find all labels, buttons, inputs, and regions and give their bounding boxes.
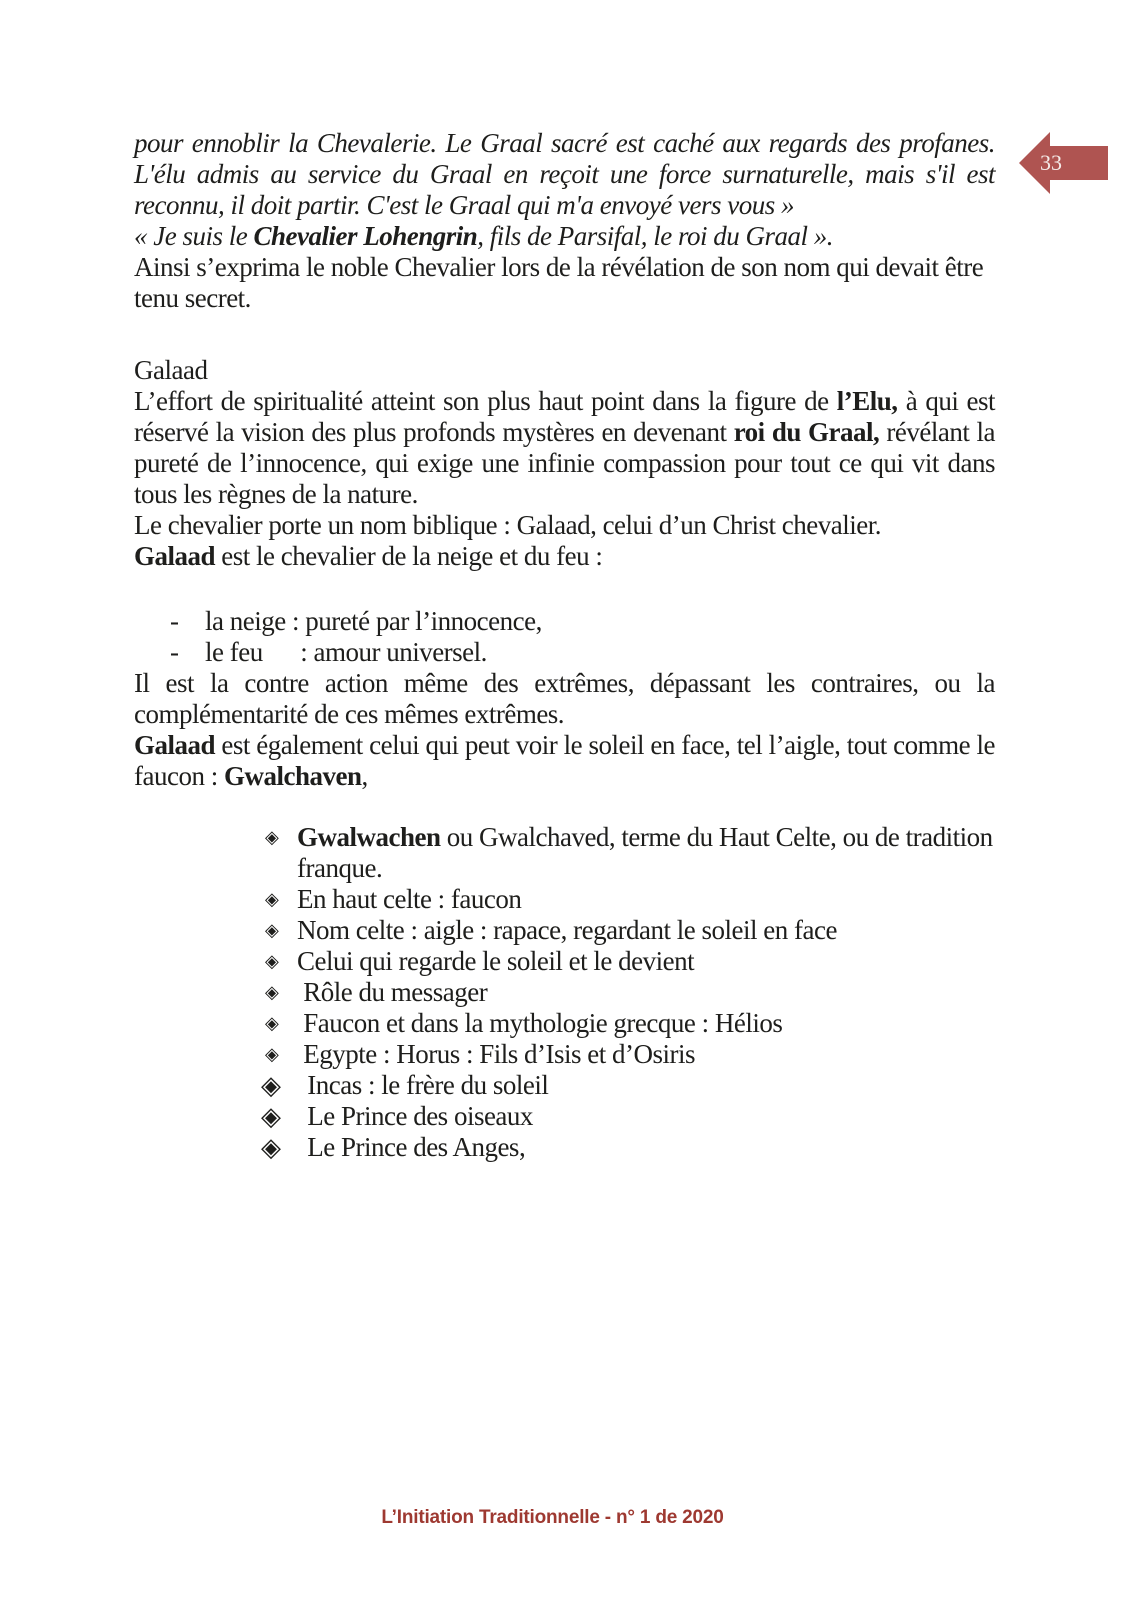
diamond-bullet-icon: ◈ [261, 1133, 281, 1162]
diamond-bullet-icon: ◈ [265, 920, 279, 940]
list-item [134, 977, 995, 1008]
diamond-bullet-icon: ◈ [261, 1071, 281, 1100]
list-item [134, 1132, 995, 1163]
diamond-bullet-icon: ◈ [265, 982, 279, 1002]
list-item [134, 1070, 995, 1101]
list-item-text: le feu : amour universel. [205, 637, 487, 667]
paragraph-soleil-gwalchaven: Galaad est également celui qui peut voir le soleil en face, tel l’aigle, tout comme le faucon : Gwalchaven, [134, 730, 995, 791]
list-item [134, 946, 995, 977]
hyphen-bullet-icon: - [170, 606, 179, 636]
list-item-text: la neige : pureté par l’innocence, [205, 606, 542, 636]
diamond-bullet-icon: ◈ [265, 951, 279, 971]
quote-paragraph-continuation: pour ennoblir la Chevalerie. Le Graal sacré est caché aux regards des profanes. L'élu admis au service du Graal en reçoit une force surnaturelle, mais s'il est reconnu, il doit partir. C'est le Graal qui m'a envoyé vers vous » [134, 128, 995, 220]
diamond-bullet-icon: ◈ [265, 827, 279, 847]
diamond-bullet-icon: ◈ [265, 1044, 279, 1064]
section-heading-galaad: Galaad [134, 355, 208, 385]
list-item [134, 915, 995, 946]
diamond-bullet-icon: ◈ [265, 889, 279, 909]
paragraph-neige-feu: Galaad est le chevalier de la neige et du feu : [134, 541, 603, 571]
list-item [134, 1039, 995, 1070]
diamond-bullet-icon: ◈ [261, 1102, 281, 1131]
paragraph-elu: L’effort de spiritualité atteint son plus haut point dans la figure de l’Elu, à qui est réservé la vision des plus profonds mystères en devenant roi du Graal, révélant la pureté de l’innocence, qui exige une infinie compassion pour tout ce qui vit dans tous les règnes de la nature. [134, 386, 996, 509]
journal-footer: L’Initiation Traditionnelle - n° 1 de 2020 [381, 1507, 724, 1528]
paragraph-nom-biblique: Le chevalier porte un nom biblique : Galaad, celui d’un Christ chevalier. [134, 510, 881, 540]
list-item-text: En haut celte : faucon [297, 884, 522, 914]
list-item-text: Rôle du messager [297, 977, 488, 1007]
list-item-text: Celui qui regarde le soleil et le devient [297, 946, 695, 976]
list-item-text: Incas : le frère du soleil [301, 1070, 549, 1100]
quote-paragraph-lohengrin: « Je suis le Chevalier Lohengrin, fils de Parsifal, le roi du Graal ». [134, 221, 834, 251]
list-item-text: Gwalwachen ou Gwalchaved, terme du Haut Celte, ou de tradition franque. [297, 822, 993, 883]
paragraph-extremes: Il est la contre action même des extrêmes, dépassant les contraires, ou la complémentarité de ces mêmes extrêmes. [134, 668, 995, 729]
hyphen-bullet-icon: - [170, 637, 179, 667]
quote-attribution: Ainsi s’exprima le noble Chevalier lors de la révélation de son nom qui devait être tenu secret. [134, 252, 984, 313]
list-item-text: Egypte : Horus : Fils d’Isis et d’Osiris [297, 1039, 695, 1069]
dash-list [134, 606, 995, 668]
list-item [134, 637, 995, 668]
diamond-bullet-icon: ◈ [265, 1013, 279, 1033]
list-item [134, 606, 995, 637]
page-number-badge [1019, 132, 1108, 194]
list-item-text: Le Prince des oiseaux [301, 1101, 533, 1131]
bullet-list [134, 822, 995, 1163]
list-item [134, 1008, 995, 1039]
page-number: 33 [1040, 150, 1062, 175]
list-item-text: Faucon et dans la mythologie grecque : Hélios [297, 1008, 783, 1038]
list-item-text: Nom celte : aigle : rapace, regardant le soleil en face [297, 915, 837, 945]
list-item [134, 1101, 995, 1132]
list-item-text: Le Prince des Anges, [301, 1132, 526, 1162]
list-item [134, 884, 995, 915]
list-item [134, 822, 995, 884]
